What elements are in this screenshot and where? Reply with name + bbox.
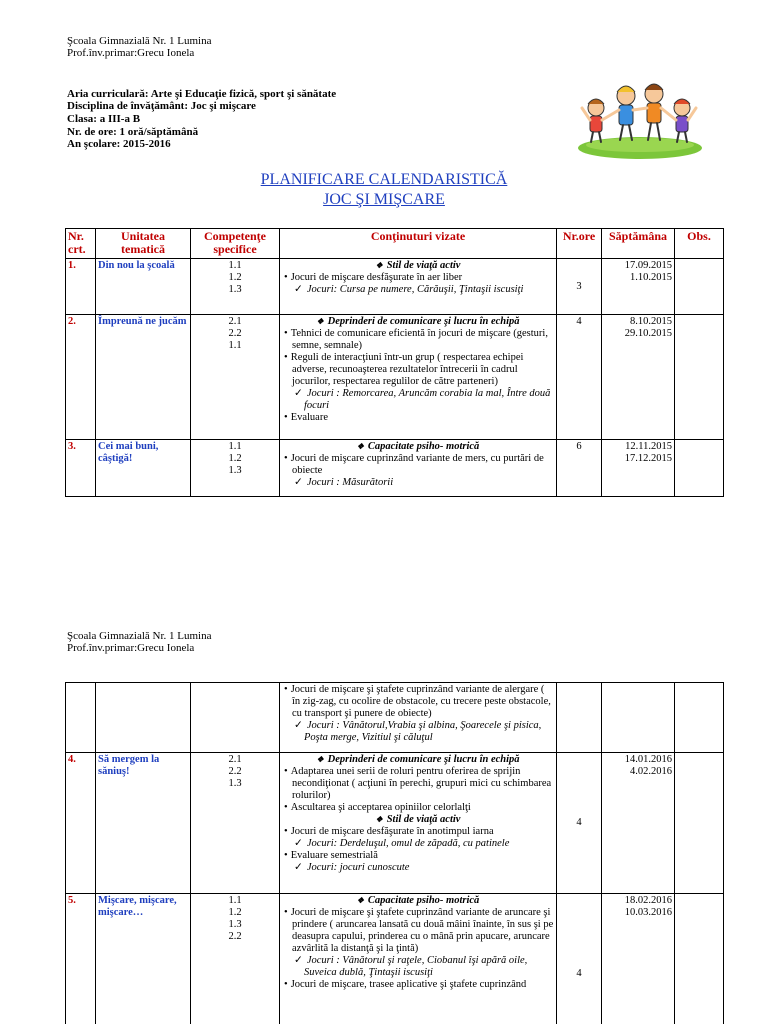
row-unit: Din nou la şcoală <box>96 259 191 315</box>
planning-table-page2 <box>65 682 724 1024</box>
table-row <box>66 894 724 1024</box>
col-header-competences: Competenţe specifice <box>191 229 280 259</box>
row-competences: 2.1 2.2 1.3 <box>191 753 280 894</box>
row-hours: 4 <box>557 753 602 894</box>
diamond-bullet-icon: ❖ <box>356 896 364 905</box>
curricular-area: Aria curriculară: Arte şi Educaţie fizică, sport şi sănătate <box>67 88 337 100</box>
diamond-bullet-icon: ❖ <box>375 815 383 824</box>
school-year: An şcolare: 2015-2016 <box>67 138 171 150</box>
row-unit: Împreună ne jucăm <box>96 315 191 440</box>
page-title: PLANIFICARE CALENDARISTICĂ <box>260 171 508 188</box>
col-header-hours: Nr.ore <box>557 229 602 259</box>
checkmark-icon: ✓ <box>294 284 303 295</box>
bullet-icon: • <box>284 412 288 423</box>
row-contents: ❖ Capacitate psiho- motrică • Jocuri de mişcare şi ştafete cuprinzând variante de aruncare şi prindere ( aruncarea lansată cu două mâini înainte, în sus şi pe deasupra capului, prinderea cu o mână prin apucare, aruncare azvârlită la distanţă şi la ţintă) ✓ Jocuri : Vânătorul şi raţele, Ciobanul îşi apără oile, Suveica dublă, Ţintaşii iscusiţi • Jocuri de mişcare, trasee aplicative şi ştafete cuprinzând <box>280 894 557 1024</box>
diamond-bullet-icon: ❖ <box>375 261 383 270</box>
class: Clasa: a III-a B <box>67 113 141 125</box>
diamond-bullet-icon: ❖ <box>356 442 364 451</box>
bullet-icon: • <box>284 328 288 339</box>
row-obs <box>675 753 724 894</box>
checkmark-icon: ✓ <box>294 720 303 731</box>
row-competences: 2.1 2.2 1.1 <box>191 315 280 440</box>
row-competences: 1.1 1.2 1.3 <box>191 440 280 497</box>
bullet-icon: • <box>284 802 288 813</box>
bullet-icon: • <box>284 766 288 777</box>
row-hours: 3 <box>557 259 602 315</box>
row-weeks <box>602 683 675 753</box>
row-weeks: 8.10.2015 29.10.2015 <box>602 315 675 440</box>
row-unit <box>96 683 191 753</box>
teacher-name-page2: Prof.înv.primar:Grecu Ionela <box>67 642 195 654</box>
row-number: 1. <box>66 259 96 315</box>
row-hours: 4 <box>557 894 602 1024</box>
row-number: 4. <box>66 753 96 894</box>
row-number: 2. <box>66 315 96 440</box>
discipline: Disciplina de învăţământ: Joc şi mişcare <box>67 100 256 112</box>
checkmark-icon: ✓ <box>294 955 303 966</box>
row-contents: ❖ Deprinderi de comunicare şi lucru în echipă • Adaptarea unei serii de roluri pentru oferirea de sprijin necondiţionat ( acţiuni în perechi, grupuri mici cu schimbarea rolurilor) • Ascultarea şi acceptarea opiniilor celorlalţi ❖ Stil de viaţă activ • Jocuri de mişcare desfăşurate în anotimpul iarna ✓ Jocuri: Derdeluşul, omul de zăpadă, cu patinele • Evaluare semestrială ✓ Jocuri: jocuri cunoscute <box>280 753 557 894</box>
row-competences <box>191 683 280 753</box>
col-header-contents: Conţinuturi vizate <box>280 229 557 259</box>
col-header-unit: Unitatea tematică <box>96 229 191 259</box>
row-competences: 1.1 1.2 1.3 <box>191 259 280 315</box>
row-contents: ❖ Capacitate psiho- motrică • Jocuri de mişcare cuprinzând variante de mers, cu purtări de obiecte ✓ Jocuri : Măsurătorii <box>280 440 557 497</box>
row-hours <box>557 683 602 753</box>
bullet-icon: • <box>284 684 288 695</box>
row-number: 5. <box>66 894 96 1024</box>
col-header-nr: Nr. crt. <box>66 229 96 259</box>
bullet-icon: • <box>284 907 288 918</box>
row-contents: ❖ Deprinderi de comunicare şi lucru în echipă • Tehnici de comunicare eficientă în jocuri de mişcare (gesturi, semne, semnale) • Reguli de interacţiuni într-un grup ( respectarea echipei adverse, recunoaşterea rezultatelor întrecerii în cadrul jocurilor, respectarea regulilor de către parteneri) ✓ Jocuri : Remorcarea, Aruncăm corabia la mal, Între două focuri • Evaluare <box>280 315 557 440</box>
page-subtitle: JOC ŞI MIŞCARE <box>323 191 445 208</box>
checkmark-icon: ✓ <box>294 862 303 873</box>
row-weeks: 17.09.2015 1.10.2015 <box>602 259 675 315</box>
row-weeks: 18.02.2016 10.03.2016 <box>602 894 675 1024</box>
row-unit: Să mergem la săniuş! <box>96 753 191 894</box>
school-name-page2: Şcoala Gimnazială Nr. 1 Lumina <box>67 630 212 642</box>
row-weeks: 12.11.2015 17.12.2015 <box>602 440 675 497</box>
checkmark-icon: ✓ <box>294 388 303 399</box>
col-header-week: Săptămâna <box>602 229 675 259</box>
hours: Nr. de ore: 1 oră/săptămână <box>67 126 199 138</box>
row-weeks: 14.01.2016 4.02.2016 <box>602 753 675 894</box>
bullet-icon: • <box>284 352 288 363</box>
bullet-icon: • <box>284 272 288 283</box>
row-number <box>66 683 96 753</box>
table-row <box>66 753 724 894</box>
checkmark-icon: ✓ <box>294 477 303 488</box>
row-contents: • Jocuri de mişcare şi ştafete cuprinzând variante de alergare ( în zig-zag, cu ocolire de obstacole, cu trecere peste obstacole, cu transport şi punere de obiecte) ✓ Jocuri : Vânătorul,Vrabia şi albina, Şoarecele şi pisica, Poşta merge, Vizitiul şi căluţul <box>280 683 557 753</box>
row-unit: Mişcare, mişcare, mişcare… <box>96 894 191 1024</box>
row-obs <box>675 683 724 753</box>
teacher-name: Prof.înv.primar:Grecu Ionela <box>67 47 195 59</box>
row-competences: 1.1 1.2 1.3 2.2 <box>191 894 280 1024</box>
col-header-obs: Obs. <box>675 229 724 259</box>
bullet-icon: • <box>284 979 288 990</box>
bullet-icon: • <box>284 826 288 837</box>
row-contents: ❖ Stil de viaţă activ • Jocuri de mişcare desfăşurate în aer liber ✓ Jocuri: Cursa pe numere, Cărăuşii, Ţintaşii iscusiţi <box>280 259 557 315</box>
row-hours: 6 <box>557 440 602 497</box>
row-unit: Cei mai buni, câştigă! <box>96 440 191 497</box>
checkmark-icon: ✓ <box>294 838 303 849</box>
row-obs <box>675 894 724 1024</box>
diamond-bullet-icon: ❖ <box>316 317 324 326</box>
table-row <box>66 683 724 753</box>
school-name: Şcoala Gimnazială Nr. 1 Lumina <box>67 35 212 47</box>
bullet-icon: • <box>284 850 288 861</box>
diamond-bullet-icon: ❖ <box>316 755 324 764</box>
row-hours: 4 <box>557 315 602 440</box>
bullet-icon: • <box>284 453 288 464</box>
row-number: 3. <box>66 440 96 497</box>
